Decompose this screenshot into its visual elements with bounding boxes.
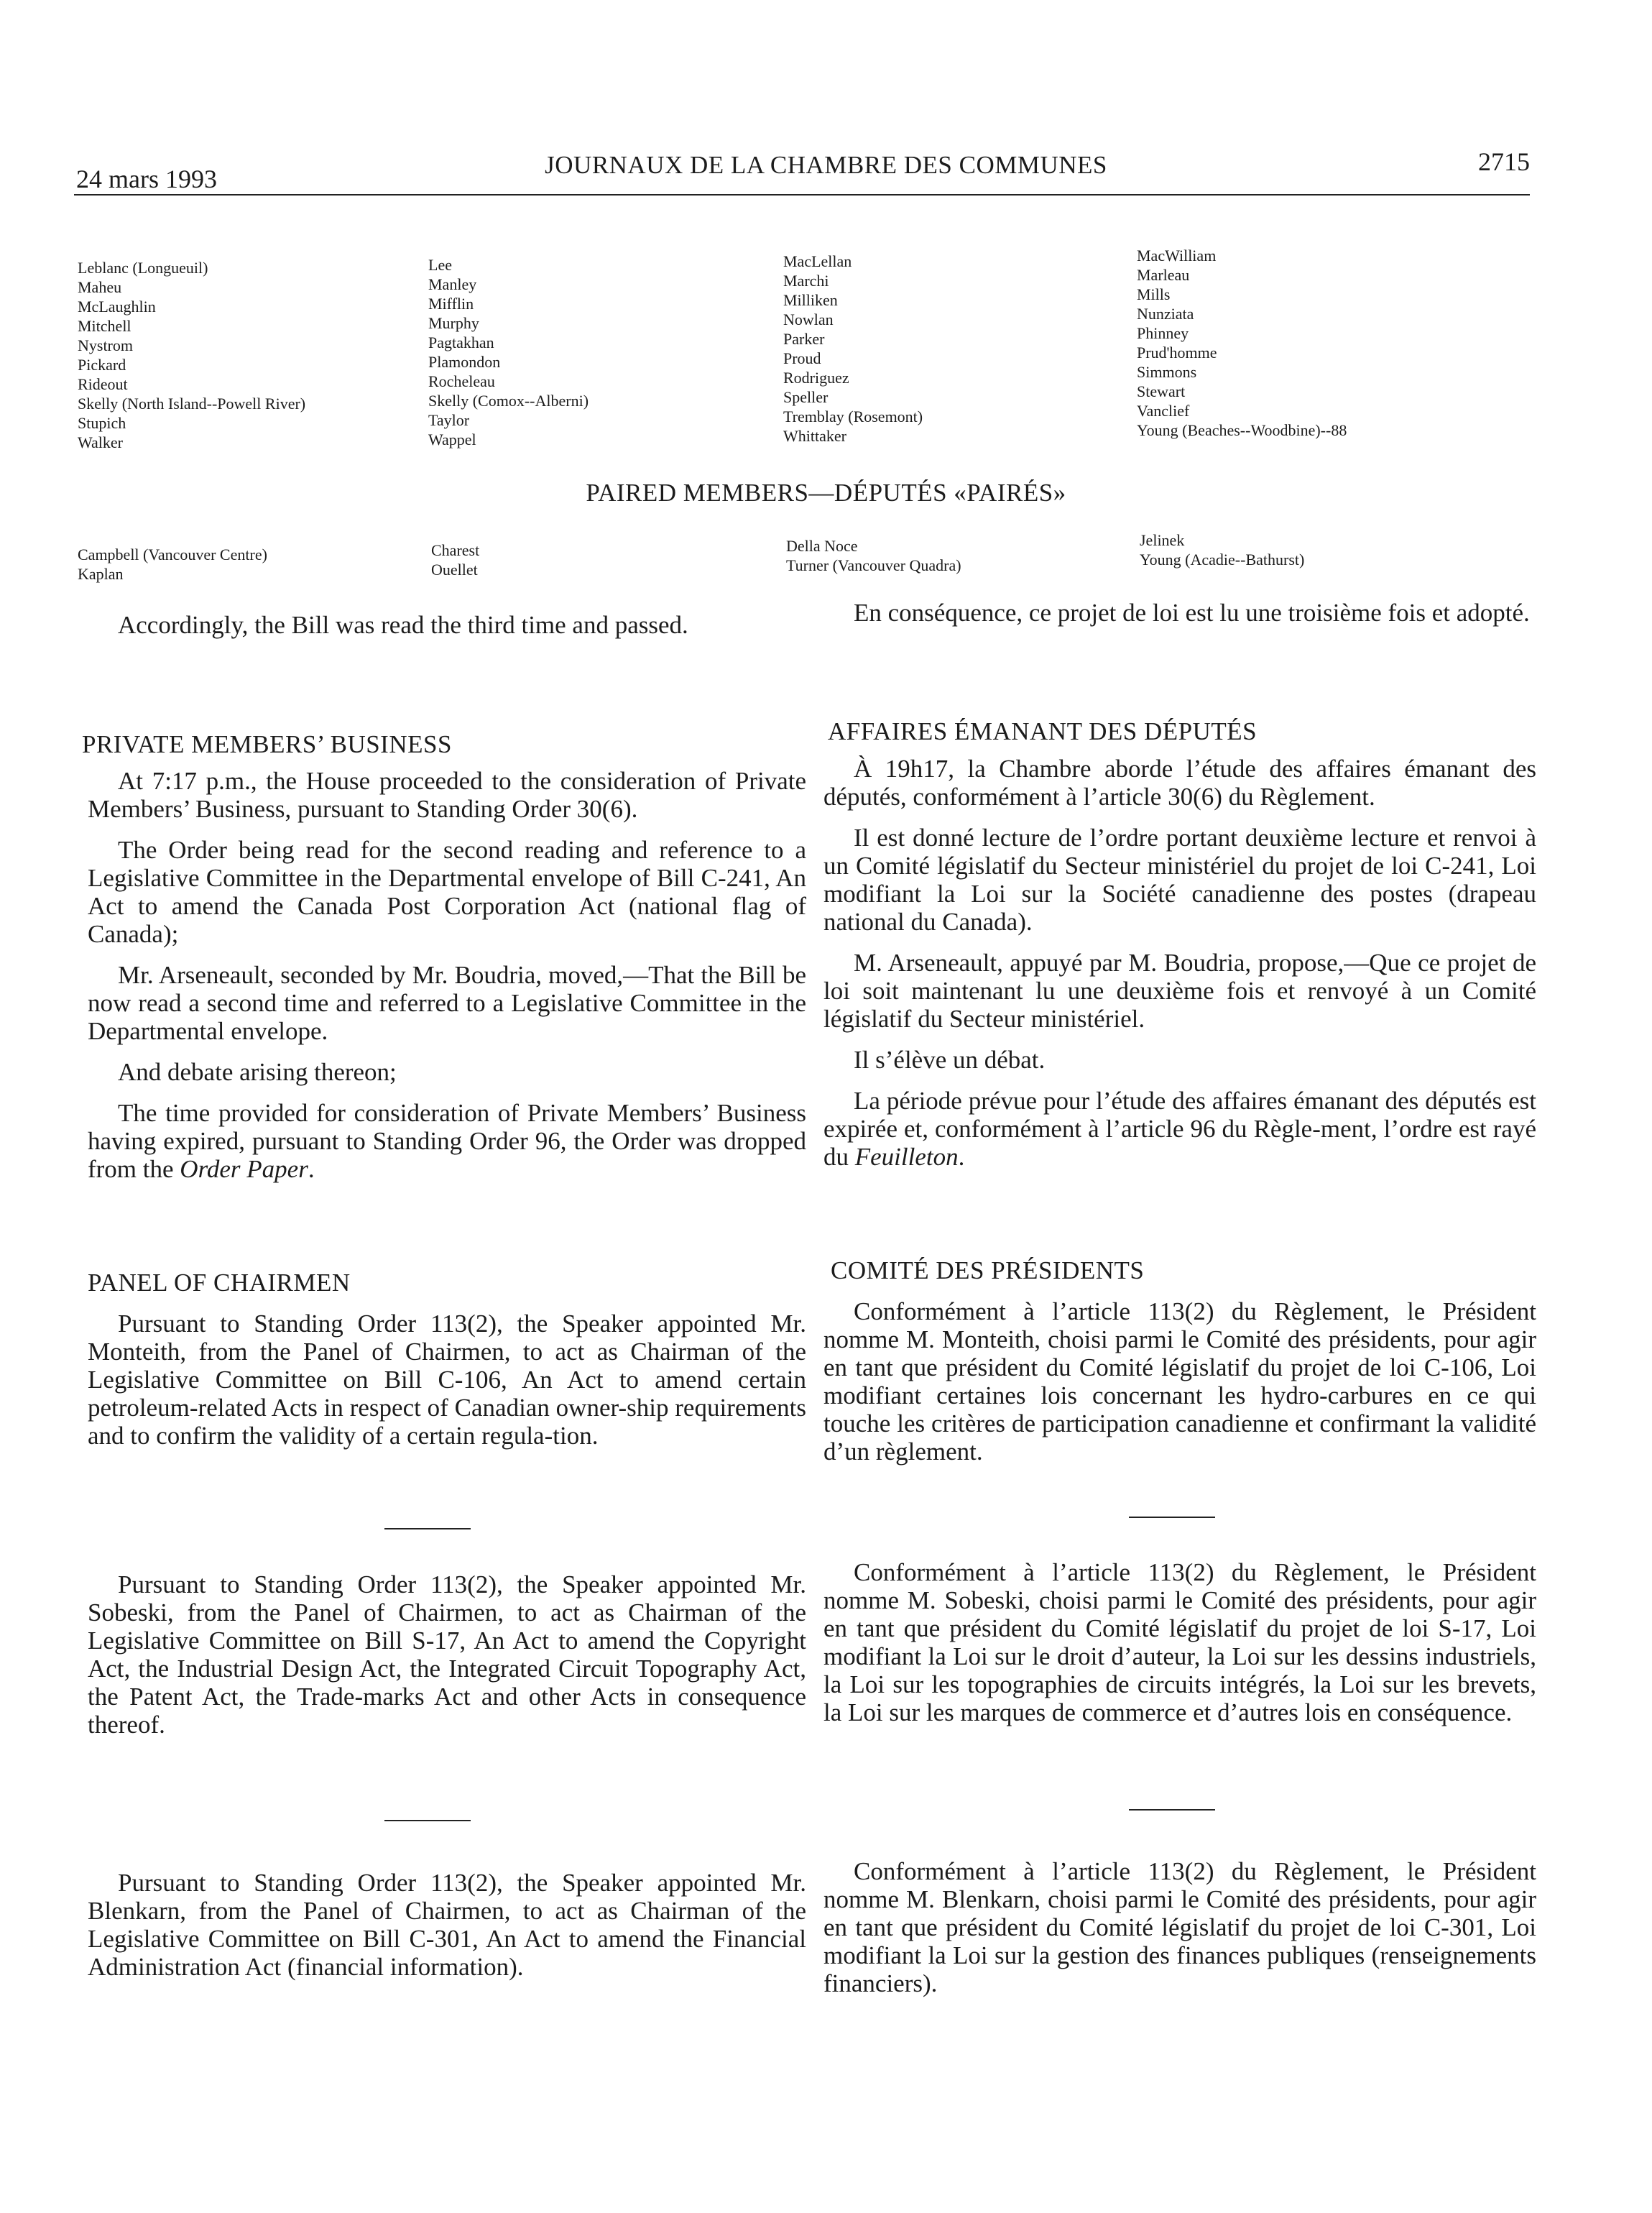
feuilleton-title: Feuilleton xyxy=(854,1143,959,1171)
vote-name: Vanclief xyxy=(1137,402,1190,420)
header-rule xyxy=(74,194,1530,195)
paired-column-4 xyxy=(1140,530,1304,569)
vote-name: Lee xyxy=(428,256,452,274)
vote-name: Rideout xyxy=(78,375,128,393)
vote-list-column-2 xyxy=(428,255,589,449)
vote-list-column-1 xyxy=(78,258,305,452)
vote-name: Parker xyxy=(783,330,825,348)
vote-name: Wappel xyxy=(428,431,476,448)
vote-name: Mitchell xyxy=(78,317,131,335)
vote-name: MacWilliam xyxy=(1137,247,1217,264)
pmb-paragraph: The time provided for consideration of Private Members’ Business having expired, pursuant to Standing Order 96, the Order was dropped from the Order Paper. xyxy=(88,1099,806,1183)
vote-name: Pickard xyxy=(78,356,126,374)
paired-name: Campbell (Vancouver Centre) xyxy=(78,546,267,563)
passed-text-en: Accordingly, the Bill was read the third time and passed. xyxy=(118,611,688,639)
panel-paragraph: Pursuant to Standing Order 113(2), the Speaker appointed Mr. Blenkarn, from the Panel of Chairmen, to act as Chairman of the Legislative Committee on Bill C-301, An Act to amend the Financial Administration Act (financial information). xyxy=(88,1869,806,1981)
vote-name: Nystrom xyxy=(78,336,133,354)
paired-name: Kaplan xyxy=(78,565,124,583)
vote-name: Taylor xyxy=(428,411,470,429)
vote-name: Manley xyxy=(428,275,477,293)
paired-name: Charest xyxy=(431,541,480,559)
panel-paragraph-2-en xyxy=(88,1570,806,1739)
panel-paragraph-3-en xyxy=(88,1869,806,1981)
vote-name: Nunziata xyxy=(1137,305,1194,323)
vote-list-column-4 xyxy=(1137,246,1347,440)
pmb-paragraph: La période prévue pour l’étude des affaires émanant des députés est expirée et, conformément à l’article 96 du Règle-ment, l’ordre est rayé du Feuilleton. xyxy=(823,1087,1536,1171)
french-passed-statement xyxy=(823,599,1536,627)
panel-paragraph-2-fr xyxy=(823,1558,1536,1726)
vote-name: Milliken xyxy=(783,291,838,309)
paired-column-1 xyxy=(78,545,267,584)
paired-name: Ouellet xyxy=(431,561,478,579)
panel-heading-en: PANEL OF CHAIRMEN xyxy=(88,1269,351,1297)
pmb-paragraph: À 19h17, la Chambre aborde l’étude des affaires émanant des députés, conformément à l’article 30(6) du Règlement. xyxy=(823,755,1536,811)
pmb-body-en xyxy=(88,767,806,1183)
section-divider xyxy=(384,1820,471,1821)
vote-name: Marchi xyxy=(783,272,829,290)
panel-paragraph: Conformément à l’article 113(2) du Règlement, le Président nomme M. Sobeski, choisi parmi le Comité des présidents, pour agir en tant que président du Comité législatif du projet de loi S-17, Loi modifiant la Loi sur le droit d’auteur, la Loi sur les dessins industriels, la Loi sur les topographies de circuits intégrés, la Loi sur les brevets, la Loi sur les marques de commerce et d’autres lois en conséquence. xyxy=(823,1558,1536,1726)
section-divider xyxy=(1129,1809,1215,1811)
panel-paragraph: Pursuant to Standing Order 113(2), the Speaker appointed Mr. Monteith, from the Panel of Chairmen, to act as Chairman of the Legislative Committee on Bill C-106, An Act to amend certain petroleum-related Acts in respect of Canadian owner-ship requirements and to confirm the validity of a certain regula-tion. xyxy=(88,1310,806,1450)
pmb-heading-en: PRIVATE MEMBERS’ BUSINESS xyxy=(82,730,452,758)
page-number: 2715 xyxy=(1478,147,1530,176)
vote-name: Whittaker xyxy=(783,427,846,445)
vote-name: Skelly (North Island--Powell River) xyxy=(78,395,306,413)
pmb-body-fr xyxy=(823,755,1536,1171)
paired-members-heading: PAIRED MEMBERS—DÉPUTÉS «PAIRÉS» xyxy=(586,479,1066,507)
paired-name: Jelinek xyxy=(1140,531,1185,549)
panel-paragraph-1-en xyxy=(88,1310,806,1450)
header-date: 24 mars 1993 xyxy=(76,165,217,193)
vote-name: Marleau xyxy=(1137,266,1190,284)
panel-paragraph-1-fr xyxy=(823,1297,1536,1466)
english-passed-statement xyxy=(88,611,806,639)
vote-name: Stupich xyxy=(78,414,126,432)
vote-name: Nowlan xyxy=(783,310,834,328)
vote-name: Tremblay (Rosemont) xyxy=(783,408,923,425)
vote-name: MacLellan xyxy=(783,252,852,270)
vote-name: Phinney xyxy=(1137,324,1189,342)
pmb-paragraph: The Order being read for the second reading and reference to a Legislative Committee in the Departmental envelope of Bill C-241, An Act to amend the Canada Post Corporation Act (national flag of Canada); xyxy=(88,836,806,948)
vote-name: Plamondon xyxy=(428,353,501,371)
vote-name: Skelly (Comox--Alberni) xyxy=(428,392,589,410)
pmb-heading-fr: AFFAIRES ÉMANANT DES DÉPUTÉS xyxy=(828,717,1258,745)
vote-name: Speller xyxy=(783,388,829,406)
vote-name: Walker xyxy=(78,433,123,451)
passed-text-fr: En conséquence, ce projet de loi est lu une troisième fois et adopté. xyxy=(854,599,1530,627)
vote-name: Prud'homme xyxy=(1137,344,1217,362)
panel-heading-fr: COMITÉ DES PRÉSIDENTS xyxy=(831,1256,1145,1284)
paired-name: Turner (Vancouver Quadra) xyxy=(786,556,961,574)
section-divider xyxy=(384,1528,471,1529)
vote-name: Pagtakhan xyxy=(428,333,494,351)
vote-name: Proud xyxy=(783,349,821,367)
pmb-paragraph: And debate arising thereon; xyxy=(118,1058,397,1086)
panel-paragraph: Conformément à l’article 113(2) du Règlement, le Président nomme M. Blenkarn, choisi parmi le Comité des présidents, pour agir en tant que président du Comité législatif du projet de loi C-301, Loi modifiant la Loi sur la gestion des finances publiques (renseignements financiers). xyxy=(823,1857,1536,1997)
vote-name: Mifflin xyxy=(428,295,474,313)
vote-name: Mills xyxy=(1137,285,1171,303)
paired-name: Young (Acadie--Bathurst) xyxy=(1140,551,1305,569)
panel-paragraph: Pursuant to Standing Order 113(2), the Speaker appointed Mr. Sobeski, from the Panel of Chairmen, to act as Chairman of the Legislative Committee on Bill S-17, An Act to amend the Copyright Act, the Industrial Design Act, the Integrated Circuit Topography Act, the Patent Act, the Trade-marks Act and other Acts in consequence thereof. xyxy=(88,1570,806,1739)
pmb-paragraph: At 7:17 p.m., the House proceeded to the consideration of Private Members’ Business, pursuant to Standing Order 30(6). xyxy=(88,767,806,823)
header-title: JOURNAUX DE LA CHAMBRE DES COMMUNES xyxy=(545,151,1107,179)
order-paper-title: Order Paper xyxy=(180,1155,308,1183)
paired-column-2 xyxy=(431,540,479,579)
panel-paragraph: Conformément à l’article 113(2) du Règlement, le Président nomme M. Monteith, choisi parmi le Comité des présidents, pour agir en tant que président du Comité législatif du projet de loi C-106, Loi modifiant certaines lois concernant les hydro-carbures en ce qui touche les critères de participation canadienne et confirmant la validité d’un règlement. xyxy=(823,1297,1536,1466)
pmb-paragraph: Il est donné lecture de l’ordre portant deuxième lecture et renvoi à un Comité législatif du Secteur ministériel du projet de loi C-241, Loi modifiant la Loi sur la Société canadienne des postes (drapeau national du Canada). xyxy=(823,824,1536,936)
vote-name: Leblanc (Longueuil) xyxy=(78,259,208,277)
panel-paragraph-3-fr xyxy=(823,1857,1536,1997)
pmb-paragraph: Mr. Arseneault, seconded by Mr. Boudria, moved,—That the Bill be now read a second time and referred to a Legislative Committee in the Departmental envelope. xyxy=(88,961,806,1045)
vote-name: McLaughlin xyxy=(78,298,156,316)
vote-name: Murphy xyxy=(428,314,479,332)
vote-name: Rodriguez xyxy=(783,369,849,387)
pmb-paragraph: M. Arseneault, appuyé par M. Boudria, propose,—Que ce projet de loi soit maintenant lu une deuxième fois et renvoyé à un Comité législatif du Secteur ministériel. xyxy=(823,949,1536,1033)
section-divider xyxy=(1129,1517,1215,1518)
paired-column-3 xyxy=(786,536,961,575)
vote-list-column-3 xyxy=(783,252,923,446)
vote-name: Young (Beaches--Woodbine)--88 xyxy=(1137,421,1347,439)
vote-name: Rocheleau xyxy=(428,372,495,390)
vote-name: Simmons xyxy=(1137,363,1197,381)
pmb-paragraph: Il s’élève un débat. xyxy=(854,1046,1046,1074)
vote-name: Maheu xyxy=(78,278,122,296)
vote-name: Stewart xyxy=(1137,382,1186,400)
paired-name: Della Noce xyxy=(786,537,858,555)
